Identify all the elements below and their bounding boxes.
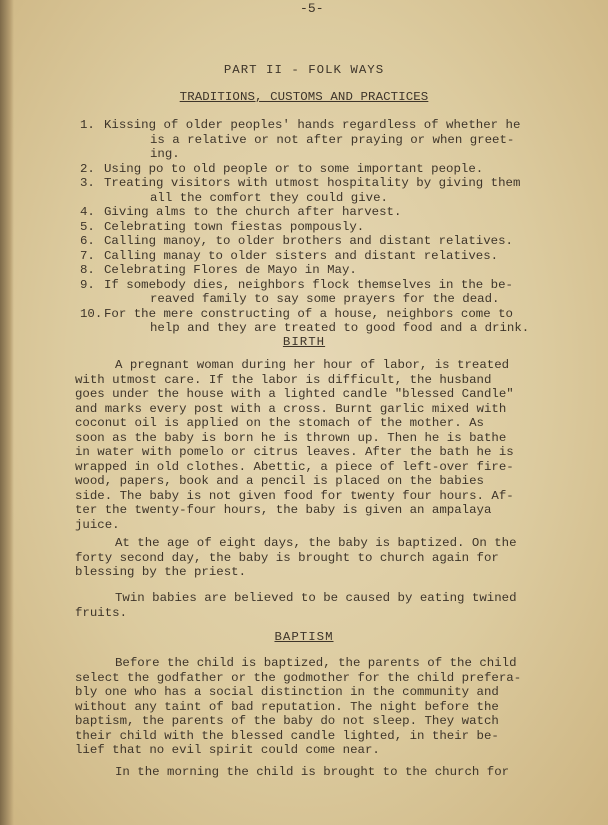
practice-text: Celebrating town fiestas pompously. (104, 219, 365, 234)
paragraph-line: juice. (75, 517, 120, 532)
paragraph-line: At the age of eight days, the baby is baptized. On the (115, 536, 517, 550)
practice-number: 8. (80, 263, 95, 277)
practice-item (0, 162, 608, 177)
paragraph-line: A pregnant woman during her hour of labor, is treated (115, 358, 510, 372)
paragraph-line: select the godfather or the godmother for the child prefera- (75, 670, 522, 685)
practice-item (0, 220, 608, 235)
practice-text: reaved family to say some prayers for the dead. (150, 292, 500, 306)
baptism-paragraph-2 (75, 765, 575, 780)
practice-item (0, 234, 608, 249)
practice-text: If somebody dies, neighbors flock themselves in the be- (104, 277, 513, 292)
birth-paragraph-1 (75, 358, 575, 532)
practice-number: 5. (80, 219, 95, 234)
practice-text: Giving alms to the church after harvest. (104, 205, 402, 219)
paragraph-line: wrapped in old clothes. Abettic, a piece of left-over fire- (75, 459, 514, 474)
practice-item (0, 205, 608, 220)
practice-text: Celebrating Flores de Mayo in May. (104, 263, 357, 277)
practice-item (0, 118, 608, 162)
section-title: TRADITIONS, CUSTOMS AND PRACTICES (179, 90, 429, 104)
practice-number: 1. (80, 118, 95, 132)
practice-number: 10. (80, 306, 103, 321)
practice-text: ing. (150, 147, 180, 161)
paragraph-line: and marks every post with a cross. Burnt garlic mixed with (75, 401, 507, 416)
practice-item (0, 278, 608, 307)
birth-heading: BIRTH (282, 335, 326, 349)
paragraph-line: Before the child is baptized, the parents of the child (115, 656, 517, 670)
practice-item (0, 176, 608, 205)
practice-text: Calling manay to older sisters and distant relatives. (104, 248, 499, 263)
paragraph-line: without any taint of bad reputation. The night before the (75, 699, 499, 714)
paragraph-line: bly one who has a social distinction in the community and (75, 685, 499, 699)
paragraph-line: Twin babies are believed to be caused by eating twined (115, 591, 517, 605)
page-number: -5- (300, 1, 324, 16)
birth-paragraph-3 (75, 591, 575, 620)
practice-text: Kissing of older peoples' hands regardless of whether he (104, 118, 521, 132)
paragraph-line: fruits. (75, 605, 128, 620)
practice-text: is a relative or not after praying or when greet- (150, 132, 515, 147)
paragraph-line: forty second day, the baby is brought to church again for (75, 550, 499, 565)
practice-number: 2. (80, 161, 95, 176)
part-title: PART II - FOLK WAYS (223, 63, 385, 77)
paragraph-line: side. The baby is not given food for twenty four hours. Af- (75, 488, 514, 503)
practice-text: For the mere constructing of a house, neighbors come to (104, 306, 513, 321)
paragraph-line: goes under the house with a lighted candle "blessed Candle" (75, 387, 514, 401)
baptism-paragraph-1 (75, 656, 575, 758)
practice-text: Calling manoy, to older brothers and distant relatives. (104, 234, 513, 248)
paragraph-line: soon as the baby is born he is thrown up. Then he is bathe (75, 430, 507, 445)
practice-text: help and they are treated to good food and a drink. (150, 321, 530, 335)
paragraph-line: coconut oil is applied on the stomach of the mother. As (75, 416, 484, 430)
paragraph-line: their child with the blessed candle lighted, in their be- (75, 728, 499, 743)
baptism-heading: BAPTISM (274, 630, 334, 644)
practice-text: all the comfort they could give. (150, 190, 388, 205)
practice-number: 3. (80, 176, 95, 190)
paragraph-line: with utmost care. If the labor is difficult, the husband (75, 372, 492, 387)
paragraph-line: In the morning the child is brought to the church for (115, 765, 510, 779)
practice-item (0, 263, 608, 278)
practice-number: 4. (80, 205, 95, 219)
practice-item (0, 307, 608, 336)
paragraph-line: in water with pomelo or citrus leaves. After the bath he is (75, 445, 514, 459)
paragraph-line: lief that no evil spirit could come near. (75, 743, 380, 757)
birth-paragraph-2 (75, 536, 575, 580)
paragraph-line: blessing by the priest. (75, 565, 247, 579)
practice-number: 6. (80, 234, 95, 248)
paragraph-line: baptism, the parents of the baby do not sleep. They watch (75, 714, 499, 728)
practice-number: 9. (80, 277, 95, 292)
paragraph-line: ter the twenty-four hours, the baby is given an ampalaya (75, 503, 492, 517)
practice-number: 7. (80, 248, 95, 263)
practice-text: Using po to old people or to some important people. (104, 161, 484, 176)
practice-text: Treating visitors with utmost hospitality by giving them (104, 176, 521, 190)
paragraph-line: wood, papers, book and a pencil is placed on the babies (75, 474, 484, 488)
practice-item (0, 249, 608, 264)
practices-list (0, 118, 608, 336)
